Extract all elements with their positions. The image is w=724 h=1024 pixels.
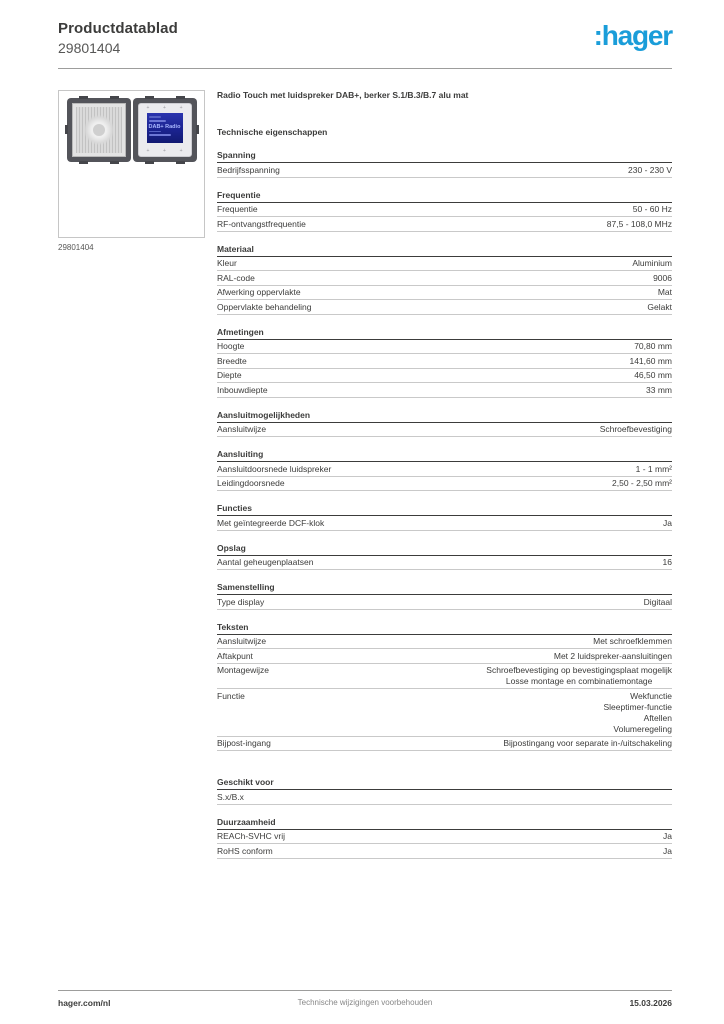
- radio-display: [147, 113, 183, 143]
- row-value: [247, 258, 672, 269]
- section-rows: [217, 516, 672, 531]
- speaker-cover: [72, 103, 126, 157]
- section-title: Opslag: [217, 543, 672, 556]
- section-rows: [217, 462, 672, 491]
- row-value: [311, 287, 672, 298]
- section-title: Afmetingen: [217, 327, 672, 340]
- spec-section: [217, 543, 672, 571]
- section-rows: [217, 830, 672, 859]
- row-label: RAL-code: [217, 272, 255, 283]
- radio-device: [133, 98, 197, 162]
- spec-section: [217, 190, 672, 232]
- row-value-line: Aftellen: [643, 712, 672, 723]
- row-value: [341, 464, 672, 475]
- table-row: [217, 664, 672, 690]
- table-row: [217, 635, 672, 650]
- row-value-line: 9006: [653, 272, 672, 283]
- table-row: [217, 830, 672, 845]
- row-label: RF-ontvangstfrequentie: [217, 218, 306, 229]
- table-row: [217, 300, 672, 315]
- row-value-line: Ja: [663, 517, 672, 528]
- row-value: [252, 370, 672, 381]
- row-label: Aansluitwijze: [217, 636, 267, 646]
- table-row: [217, 271, 672, 286]
- table-row: [217, 340, 672, 355]
- section-title: Materiaal: [217, 244, 672, 257]
- mounting-claw: [145, 96, 154, 99]
- section-rows: [217, 790, 672, 805]
- mounting-claw: [65, 125, 68, 134]
- row-value-line: 1 - 1 mm²: [635, 463, 672, 474]
- speaker-grille: [76, 107, 122, 153]
- row-value-line: Sleeptimer-functie: [603, 701, 672, 712]
- row-value: [268, 204, 672, 215]
- touch-marks: + + +: [146, 105, 183, 111]
- table-row: [217, 383, 672, 398]
- table-row: [217, 163, 672, 178]
- spec-section: [217, 622, 672, 752]
- section-title: Geschikt voor: [217, 777, 672, 790]
- section-rows: [217, 203, 672, 232]
- speaker-device: [67, 98, 131, 162]
- row-label: REACh-SVHC vrij: [217, 831, 286, 841]
- row-value-line: 70,80 mm: [634, 341, 672, 351]
- spec-column: [217, 90, 672, 859]
- table-row: [217, 462, 672, 477]
- spec-sections: [217, 150, 672, 859]
- spec-section: [217, 449, 672, 491]
- row-label: Aansluitdoorsnede luidspreker: [217, 463, 332, 474]
- row-value-line: 87,5 - 108,0 MHz: [606, 218, 672, 229]
- footer-date: 15.03.2026: [629, 998, 672, 1008]
- hager-website-link[interactable]: hager.com/nl: [58, 998, 111, 1008]
- row-value: [274, 597, 672, 608]
- row-label: Hoogte: [217, 341, 245, 351]
- row-value: [278, 385, 672, 396]
- mounting-claw: [110, 96, 119, 99]
- product-devices: [66, 98, 198, 162]
- mounting-claw: [79, 96, 88, 99]
- section-rows: [217, 635, 672, 752]
- spec-section: [217, 817, 672, 859]
- table-row: [217, 477, 672, 492]
- footer-notice: Technische wijzigingen voorbehouden: [297, 998, 433, 1007]
- section-rows: [217, 257, 672, 315]
- spec-section: [217, 410, 672, 438]
- row-value: [276, 424, 672, 435]
- spec-section: [217, 327, 672, 398]
- row-value: [263, 651, 672, 662]
- display-line: [149, 134, 171, 136]
- row-label: RoHS conform: [217, 845, 273, 856]
- row-label: Leidingdoorsnede: [217, 478, 285, 488]
- row-value: [281, 738, 672, 749]
- row-value-line: Wekfunctie: [630, 690, 672, 701]
- spec-section: [217, 777, 672, 805]
- table-row: [217, 737, 672, 752]
- row-label: Type display: [217, 596, 265, 607]
- document-number: 29801404: [58, 40, 121, 56]
- row-value: [276, 636, 672, 647]
- row-value-line: Ja: [663, 831, 672, 841]
- row-value-line: Aluminium: [632, 258, 672, 268]
- row-value: [316, 219, 672, 230]
- table-row: [217, 595, 672, 610]
- row-value: [255, 691, 672, 735]
- row-value-line: Schroefbevestiging op bevestigingsplaat mogelijk: [486, 665, 672, 675]
- mounting-claw: [196, 125, 199, 134]
- mounting-claw: [79, 161, 88, 164]
- section-title: Samenstelling: [217, 582, 672, 595]
- spec-section: [217, 150, 672, 178]
- table-row: [217, 790, 672, 805]
- row-value-line: Schroefbevestiging: [599, 424, 672, 434]
- row-value: [254, 341, 672, 352]
- row-label: Aantal geheugenplaatsen: [217, 557, 314, 567]
- page-header: [58, 20, 672, 56]
- section-rows: [217, 340, 672, 398]
- table-row: [217, 516, 672, 531]
- spec-section: [217, 244, 672, 315]
- table-row: [217, 369, 672, 384]
- row-value-line: Bijpostingang voor separate in-/uitschakeling: [503, 738, 672, 748]
- table-row: [217, 286, 672, 301]
- footer-divider: [58, 990, 672, 991]
- section-title: Frequentie: [217, 190, 672, 203]
- mounting-claw: [110, 161, 119, 164]
- row-value: [334, 518, 672, 529]
- row-value: [283, 846, 672, 857]
- section-rows: [217, 163, 672, 178]
- row-label: Montagewijze: [217, 665, 269, 675]
- row-value: [279, 665, 672, 687]
- row-label: Inbouwdiepte: [217, 384, 268, 395]
- tech-properties-heading: Technische eigenschappen: [217, 127, 328, 137]
- row-value-line: 50 - 60 Hz: [632, 204, 672, 214]
- row-label: Bijpost-ingang: [217, 738, 271, 748]
- section-rows: [217, 595, 672, 610]
- section-rows: [217, 556, 672, 571]
- row-label: Aansluitwijze: [217, 424, 267, 434]
- mounting-claw: [176, 161, 185, 164]
- row-label: Oppervlakte behandeling: [217, 301, 312, 312]
- table-row: [217, 556, 672, 571]
- spec-section: [217, 503, 672, 531]
- row-value: [254, 792, 672, 803]
- product-title: Radio Touch met luidspreker DAB+, berker S.1/B.3/B.7 alu mat: [217, 90, 469, 100]
- speaker-membrane: [84, 115, 114, 145]
- product-image: [58, 90, 205, 238]
- section-title: Spanning: [217, 150, 672, 163]
- row-value-line: 16: [662, 557, 672, 567]
- row-value-line: 46,50 mm: [634, 370, 672, 380]
- row-value-line: Digitaal: [643, 596, 672, 607]
- row-value: [323, 557, 672, 568]
- table-row: [217, 203, 672, 218]
- row-value-line: Met 2 luidspreker-aansluitingen: [553, 650, 672, 661]
- row-label: Breedte: [217, 355, 247, 366]
- row-value-line: Gelakt: [647, 301, 672, 312]
- mounting-claw: [145, 161, 154, 164]
- mounting-claw: [176, 96, 185, 99]
- display-line: [149, 116, 162, 118]
- row-label: Bedrijfsspanning: [217, 164, 280, 175]
- table-row: [217, 844, 672, 859]
- row-value: [295, 831, 672, 842]
- radio-faceplate: [138, 103, 192, 157]
- section-title: Duurzaamheid: [217, 817, 672, 830]
- page-footer: [58, 998, 672, 1008]
- row-value-line: 33 mm: [646, 384, 672, 395]
- row-value: [290, 165, 672, 176]
- section-title: Functies: [217, 503, 672, 516]
- row-label: Diepte: [217, 370, 242, 380]
- row-label: Aftakpunt: [217, 650, 253, 661]
- row-label: Afwerking oppervlakte: [217, 287, 301, 297]
- row-value: [257, 356, 672, 367]
- section-title: Teksten: [217, 622, 672, 635]
- section-rows: [217, 423, 672, 438]
- row-value-line: Ja: [663, 845, 672, 856]
- row-label: S.x/B.x: [217, 791, 244, 802]
- hager-logo: :hager: [593, 20, 672, 51]
- section-title: Aansluiting: [217, 449, 672, 462]
- display-line: [149, 131, 162, 133]
- row-value-line: Losse montage en combinatiemontage: [505, 676, 653, 686]
- row-value: [322, 302, 672, 313]
- row-value-line: Volumeregeling: [613, 723, 672, 734]
- table-row: [217, 649, 672, 664]
- display-text: DAB+ Radio: [148, 123, 181, 130]
- header-divider: [58, 68, 672, 69]
- row-value-line: 230 - 230 V: [628, 164, 672, 175]
- table-row: [217, 689, 672, 737]
- row-label: Frequentie: [217, 204, 258, 214]
- spec-section: [217, 582, 672, 610]
- row-value: [295, 478, 672, 489]
- section-title: Aansluitmogelijkheden: [217, 410, 672, 423]
- row-label: Functie: [217, 690, 245, 701]
- page-title: Productdatablad: [58, 20, 178, 37]
- touch-marks: + + +: [146, 148, 183, 154]
- row-label: Met geïntegreerde DCF-klok: [217, 517, 325, 528]
- product-image-caption: 29801404: [58, 243, 94, 252]
- table-row: [217, 354, 672, 369]
- table-row: [217, 217, 672, 232]
- table-row: [217, 423, 672, 438]
- row-label: Kleur: [217, 258, 237, 268]
- row-value-line: 141,60 mm: [629, 355, 672, 366]
- table-row: [217, 257, 672, 272]
- row-value-line: Mat: [657, 287, 672, 297]
- row-value-line: 2,50 - 2,50 mm²: [612, 478, 672, 488]
- display-line: [149, 120, 167, 122]
- row-value-line: Met schroefklemmen: [593, 636, 672, 646]
- row-value: [265, 273, 672, 284]
